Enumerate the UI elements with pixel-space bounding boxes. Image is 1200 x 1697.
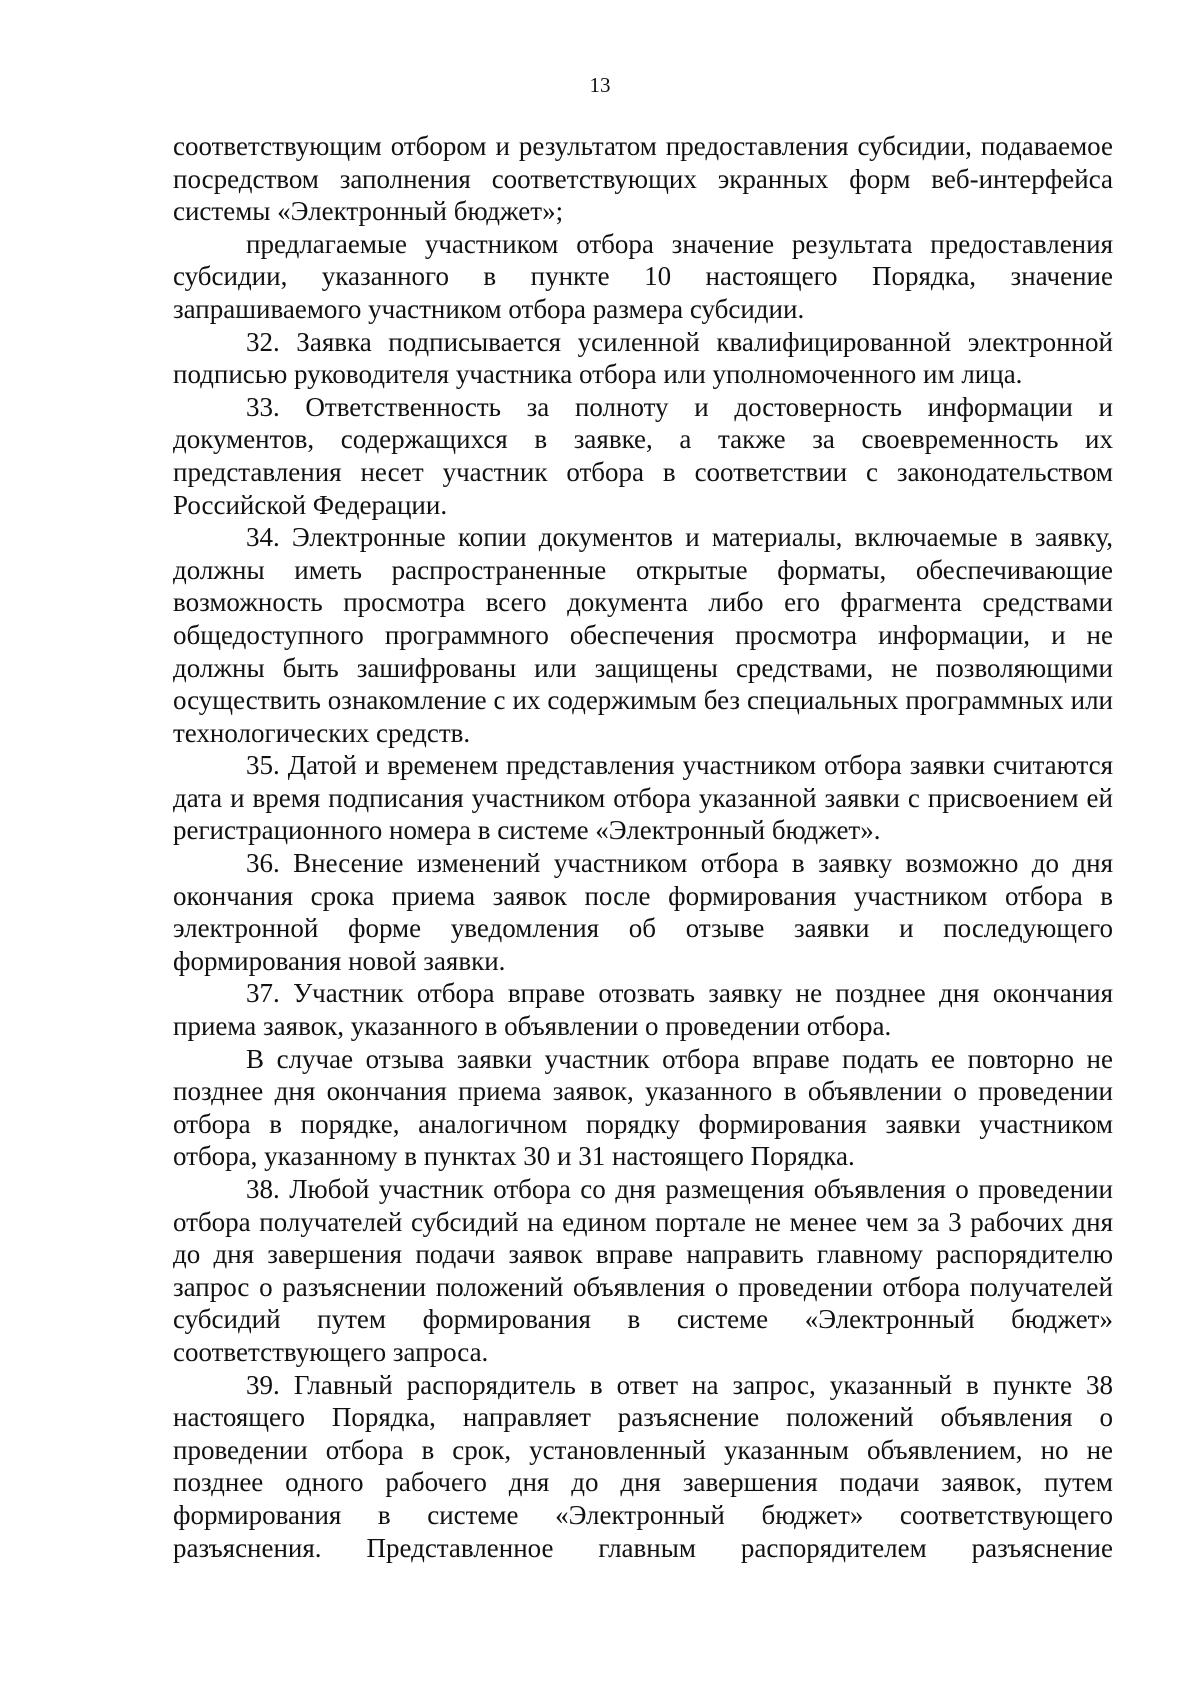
paragraph: В случае отзыва заявки участник отбора вправе подать ее повторно не позднее дня окончания приема заявок, указанного в объявлении о проведении отбора в порядке, аналогичном порядку формирования заявки участником отбора, указанному в пунктах 30 и 31 настоящего Порядка. [173,1043,1113,1172]
paragraph: 38. Любой участник отбора со дня размещения объявления о проведении отбора получателей субсидий на едином портале не менее чем за 3 рабочих дня до дня завершения подачи заявок вправе направить главному распорядителю запрос о разъяснении положений объявления о проведении отбора получателей субсидий путем формирования в системе «Электронный бюджет» соответствующего запроса. [173,1174,1113,1367]
paragraph: 34. Электронные копии документов и материалы, включаемые в заявку, должны иметь распространенные открытые форматы, обеспечивающие возможность просмотра всего документа либо его фрагмента средствами общедоступного программного обеспечения просмотра информации, и не должны быть зашифрованы или защищены средствами, не позволяющими осуществить ознакомление с их содержимым без специальных программных или технологических средств. [173,522,1113,748]
paragraph: 35. Датой и временем представления участником отбора заявки считаются дата и время подписания участником отбора указанной заявки с присвоением ей регистрационного номера в системе «Электронный бюджет». [173,750,1113,846]
paragraph-last: 39. Главный распорядитель в ответ на запрос, указанный в пункте 38 настоящего Порядка, направляет разъяснение положений объявления о проведении отбора в срок, установленный указанным объявлением, но не позднее одного рабочего дня до дня завершения подачи заявок, путем формирования в системе «Электронный бюджет» соответствующего разъяснения. Представленное главным распорядителем разъяснение [173,1369,1113,1563]
paragraph: 33. Ответственность за полноту и достоверность информации и документов, содержащихся в заявке, а также за своевременность их представления несет участник отбора в соответствии с законодательством Российской Федерации. [173,391,1113,520]
page-number: 13 [589,73,611,97]
paragraph: 37. Участник отбора вправе отозвать заявку не позднее дня окончания приема заявок, указанного в объявлении о проведении отбора. [173,978,1113,1042]
paragraph: предлагаемые участником отбора значение результата предоставления субсидии, указанного в пункте 10 настоящего Порядка, значение запрашиваемого участником отбора размера субсидии. [173,228,1113,324]
paragraph: соответствующим отбором и результатом предоставления субсидии, подаваемое посредством заполнения соответствующих экранных форм веб-интерфейса системы «Электронный бюджет»; [173,131,1113,227]
document-body [173,130,1113,1564]
paragraph: 36. Внесение изменений участником отбора в заявку возможно до дня окончания срока приема заявок после формирования участником отбора в электронной форме уведомления об отзыве заявки и последующего формирования новой заявки. [173,848,1113,976]
paragraph: 32. Заявка подписывается усиленной квалифицированной электронной подписью руководителя участника отбора или уполномоченного им лица. [173,326,1113,390]
